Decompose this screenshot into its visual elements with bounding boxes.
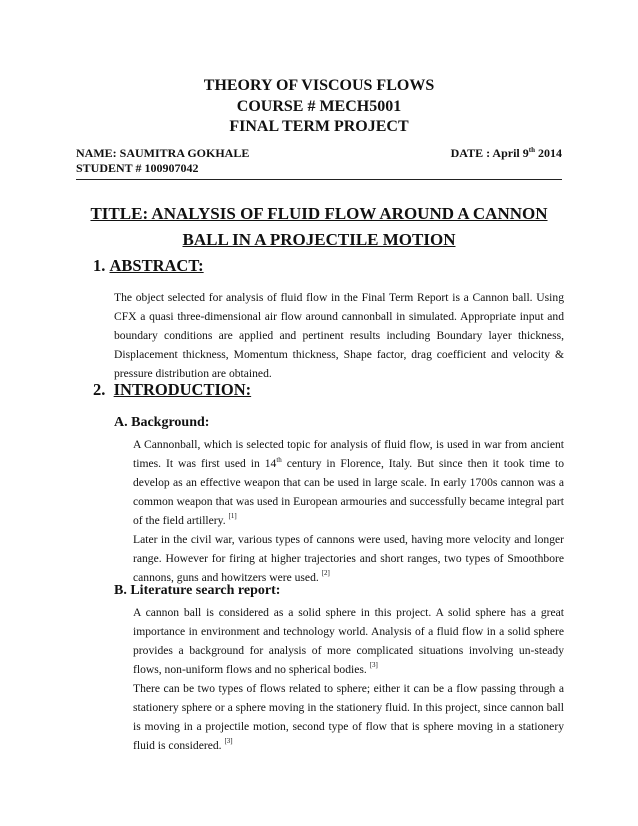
author-name: NAME: SAUMITRA GOKHALE bbox=[76, 146, 250, 160]
section-introduction-heading bbox=[93, 380, 251, 400]
header-divider bbox=[76, 179, 562, 180]
text-part: A Cannonball, which is selected topic for analysis of fluid flow, is used in war from ancient times. It was first used in 14 bbox=[133, 438, 564, 470]
course-number: COURSE # MECH5001 bbox=[236, 98, 402, 115]
text-part: There can be two types of flows related to sphere; either it can be a flow passing through a stationery sphere or a sphere moving in the stationery fluid. In this project, since cannon ball is moving in a projectile motion, second type of flow that is sphere moving in a stationery fluid is considered. bbox=[133, 682, 564, 752]
report-title-line2: BALL IN A PROJECTILE MOTION bbox=[182, 230, 456, 249]
section-abstract-heading bbox=[93, 256, 204, 276]
date-suffix: th bbox=[528, 146, 535, 154]
literature-paragraph-1 bbox=[133, 603, 564, 679]
section-number: 1. bbox=[93, 256, 106, 275]
background-paragraph-1 bbox=[133, 435, 564, 530]
section-number: 2. bbox=[93, 380, 106, 399]
citation: [2] bbox=[321, 569, 330, 577]
citation: [3] bbox=[224, 737, 233, 745]
section-title: INTRODUCTION: bbox=[113, 380, 252, 399]
text-part: Later in the civil war, various types of cannons were used, having more velocity and longer range. However for firing at higher trajectories and short ranges, two types of Smoothbore cannons, guns and howitzers were used. bbox=[133, 533, 564, 584]
report-title-line1: TITLE: ANALYSIS OF FLUID FLOW AROUND A CANNON bbox=[90, 204, 548, 223]
date-prefix: DATE : April 9 bbox=[450, 146, 529, 160]
literature-paragraph-2 bbox=[133, 679, 564, 755]
section-title: ABSTRACT: bbox=[109, 256, 204, 275]
citation: [3] bbox=[369, 661, 378, 669]
subsection-background-heading: A. Background: bbox=[114, 415, 210, 430]
citation: [1] bbox=[228, 512, 237, 520]
text-part: century in Florence, Italy. But since then it took time to develop as an effective weapon that can be used in large scale. In early 1700s cannon was a common weapon that was used in European armouries and successfully became integral part of the field artillery. bbox=[133, 457, 564, 527]
report-date bbox=[451, 146, 562, 161]
background-paragraph-2 bbox=[133, 530, 564, 587]
project-type: FINAL TERM PROJECT bbox=[229, 118, 409, 135]
date-year: 2014 bbox=[535, 146, 562, 160]
abstract-paragraph: The object selected for analysis of fluid flow in the Final Term Report is a Cannon ball. Using CFX a quasi three-dimensional air flow around cannonball in simulated. Appropriate input and boundary conditions are applied and pertinent results including Boundary layer thickness, Displacement thickness, Momentum thickness, Shape factor, drag coefficient and velocity & pressure distribution are obtained. bbox=[114, 291, 564, 380]
student-number: STUDENT # 100907042 bbox=[76, 161, 199, 175]
text-part: A cannon ball is considered as a solid sphere in this project. A solid sphere has a great importance in environment and technology world. Analysis of a fluid flow in a solid sphere provides a background for analysis of more complicated situations involving un-steady flows, non-uniform flows and no spherical bodies. bbox=[133, 606, 564, 676]
subsection-literature-heading: B. Literature search report: bbox=[114, 583, 281, 598]
course-title: THEORY OF VISCOUS FLOWS bbox=[203, 77, 435, 94]
ordinal-suffix: th bbox=[276, 456, 282, 465]
